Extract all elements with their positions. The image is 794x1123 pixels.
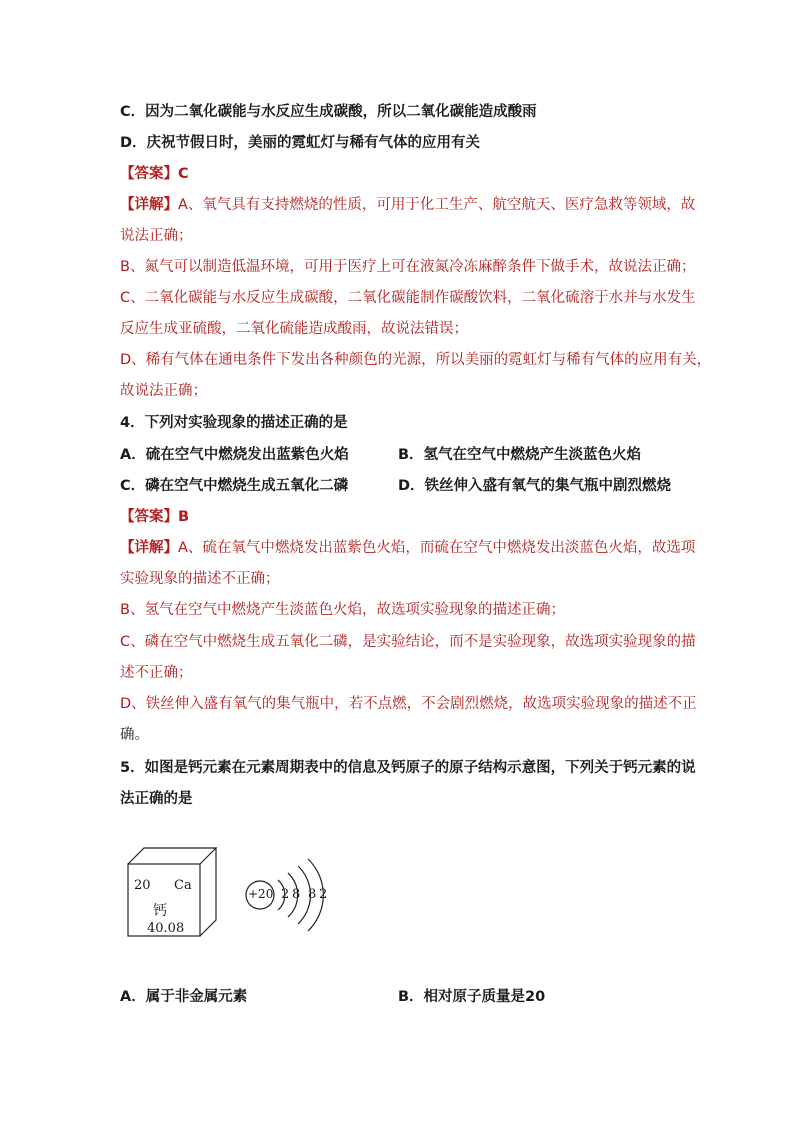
q4-stem: 4．下列对实验现象的描述正确的是 <box>120 415 348 431</box>
shell-electrons: 2 <box>281 887 290 902</box>
q4-option-d: D．铁丝伸入盛有氧气的集气瓶中剧烈燃烧 <box>398 478 672 494</box>
q4-option-a: A．硫在空气中燃烧发出蓝紫色火焰 <box>120 447 349 463</box>
atomic-mass: 40.08 <box>147 921 185 936</box>
q5-option-b: B．相对原子质量是20 <box>398 989 546 1005</box>
q5-stem: 5．如图是钙元素在元素周期表中的信息及钙原子的原子结构示意图，下列关于钙元素的说 <box>120 760 696 776</box>
q3-option-d: D．庆祝节假日时，美丽的霓虹灯与稀有气体的应用有关 <box>120 135 481 151</box>
element-name: 钙 <box>153 903 167 919</box>
q5-option-a: A．属于非金属元素 <box>120 989 248 1005</box>
q5-stem-cont: 法正确的是 <box>120 791 193 807</box>
q4-detail-d-cont: 确。 <box>120 727 149 743</box>
detail-tag: 【详解】 <box>120 540 178 556</box>
q3-detail-d: D、稀有气体在通电条件下发出各种颜色的光源，所以美丽的霓虹灯与稀有气体的应用有关， <box>120 352 712 368</box>
q4-option-c: C．磷在空气中燃烧生成五氧化二磷 <box>120 478 349 494</box>
q3-detail-c: C、二氧化碳能与水反应生成碳酸，二氧化碳能制作碳酸饮料，二氧化硫溶于水并与水发生 <box>120 290 696 306</box>
q4-detail-d: D、铁丝伸入盛有氧气的集气瓶中，若不点燃，不会剧烈燃烧，故选项实验现象的描述不正 <box>120 696 697 712</box>
q3-detail-b: B、氮气可以制造低温环境，可用于医疗上可在液氮冷冻麻醉条件下做手术，故说法正确； <box>120 259 696 275</box>
q4-detail-a <box>120 538 695 558</box>
answer-value: B <box>178 509 190 525</box>
nucleus-charge: +20 <box>248 887 274 901</box>
q4-detail-b: B、氢气在空气中燃烧产生淡蓝色火焰，故选项实验现象的描述正确； <box>120 602 565 618</box>
q4-option-b: B．氢气在空气中燃烧产生淡蓝色火焰 <box>398 447 642 463</box>
detail-tag: 【详解】 <box>120 197 178 213</box>
q4-answer <box>120 507 189 527</box>
q3-detail-a <box>120 195 695 215</box>
q4-detail-c-cont: 述不正确； <box>120 665 193 681</box>
shell-electrons: 2 <box>319 887 328 902</box>
answer-value: C <box>178 166 189 182</box>
atomic-number: 20 <box>134 878 151 893</box>
q3-detail-a-cont: 说法正确； <box>120 228 193 244</box>
q3-answer <box>120 164 189 184</box>
q4-detail-c: C、磷在空气中燃烧生成五氧化二磷，是实验结论，而不是实验现象，故选项实验现象的描 <box>120 634 696 650</box>
answer-tag: 【答案】 <box>120 509 178 525</box>
q3-option-c: C．因为二氧化碳能与水反应生成碳酸，所以二氧化碳能造成酸雨 <box>120 104 537 120</box>
shell-electrons: 8 <box>308 887 317 902</box>
answer-tag: 【答案】 <box>120 166 178 182</box>
detail-text: A、氧气具有支持燃烧的性质，可用于化工生产、航空航天、医疗急救等领域，故 <box>178 197 696 213</box>
calcium-figure <box>120 838 350 968</box>
q4-detail-a-cont: 实验现象的描述不正确； <box>120 571 280 587</box>
detail-text: A、硫在氧气中燃烧发出蓝紫色火焰，而硫在空气中燃烧发出淡蓝色火焰，故选项 <box>178 540 696 556</box>
shell-electrons: 8 <box>292 887 301 902</box>
element-symbol: Ca <box>174 878 192 893</box>
q3-detail-d-cont: 故说法正确； <box>120 383 207 399</box>
q3-detail-c-cont: 反应生成亚硫酸，二氧化硫能造成酸雨，故说法错误； <box>120 321 468 337</box>
